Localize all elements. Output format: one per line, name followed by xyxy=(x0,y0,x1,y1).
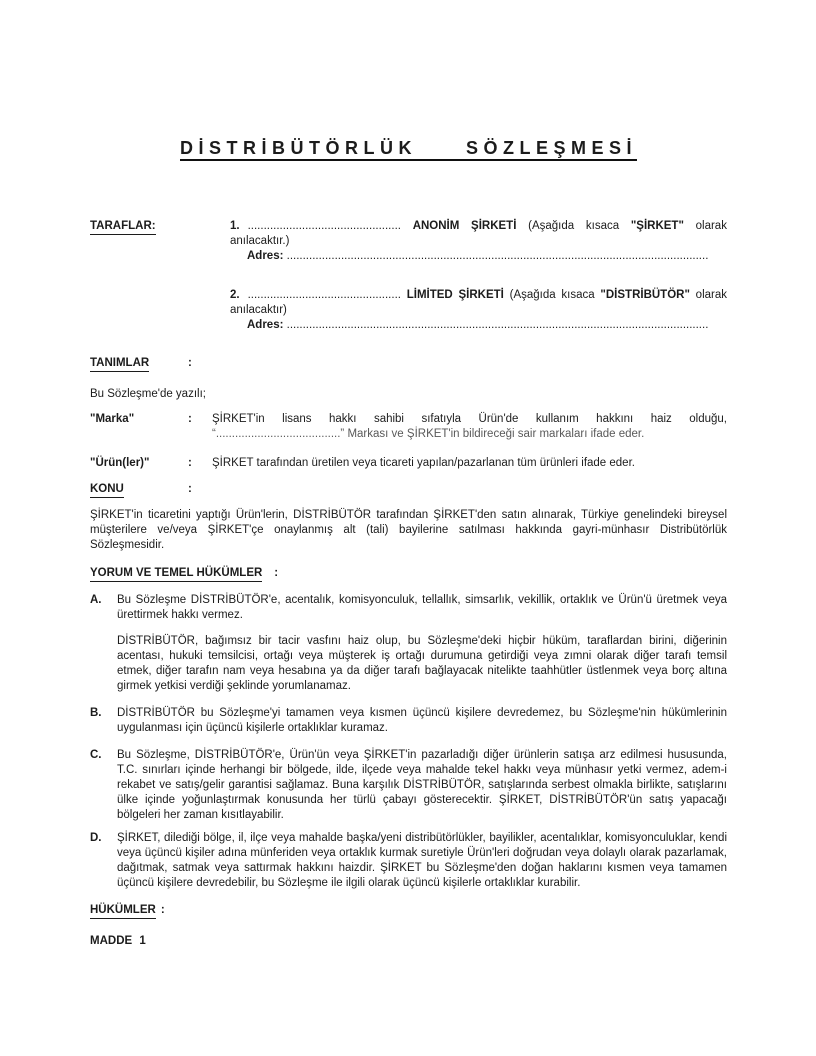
party-2 xyxy=(230,288,727,333)
clause-c-letter: C. xyxy=(90,749,102,761)
party-2-line: 2. ................................................ LİMİTED ŞİRKETİ (Aşağıda kısaca "DİSTRİBÜTÖR" olarak anılacaktır) xyxy=(230,289,727,316)
definition-marka-blank: “.......................................” Markası ve ŞİRKET'in bildireceği sair markaları ifade eder. xyxy=(212,428,645,440)
party-2-number: 2. xyxy=(230,289,240,301)
party-2-shortname: "DİSTRİBÜTÖR" xyxy=(600,289,690,301)
party-2-address-label: Adres: xyxy=(247,319,284,331)
party-1-address-blank: .................................................................................................................................... xyxy=(286,250,709,262)
party-2-address xyxy=(230,318,727,333)
party-2-address-blank: .................................................................................................................................... xyxy=(286,319,709,331)
definition-urun-text: ŞİRKET tarafından üretilen veya ticareti yapılan/pazarlanan tüm ürünleri ifade eder. xyxy=(212,457,635,469)
definition-urun: "Ürün(ler)" : ŞİRKET tarafından üretilen veya ticareti yapılan/pazarlanan tüm ürünleri ifade eder. xyxy=(90,456,727,471)
clause-c-body: Bu Sözleşme, DİSTRİBÜTÖR'e, Ürün'ün veya ŞİRKET'in pazarladığı diğer ürünlerin satışa arz edilmesi hususunda, T.C. sınırları içinde herhangi bir bölgede, ilde, ilçede veya mahalde tekel hakkı veya münhasır yetki vermez, adem-i rekabet ve satış/gelir garantisi sağlamaz. Buna karşılık DİSTRİBÜTÖR, satışlarında serbest olmakla birlikte, satışlarını ülke içinde yoğunlaştırmak konusunda her türlü çabayı gösterecektir. ŞİRKET, DİSTRİBÜTÖR'ün satış yapacağı bölgeleri her zaman kısıtlayabilir. xyxy=(117,749,727,821)
parties xyxy=(230,219,727,333)
definition-marka-term: "Marka" xyxy=(90,413,135,425)
party-1 xyxy=(230,219,727,264)
party-1-address-label: Adres: xyxy=(247,250,284,262)
definition-marka-text: ŞİRKET'in lisans hakkı sahibi sıfatıyla Ürün'de kullanım hakkını haiz olduğu, “.......................................” Markası ve ŞİRKET'in bildireceği sair markaları ifade eder. xyxy=(212,413,727,440)
clause-b xyxy=(90,706,727,736)
clause-a-body: Bu Sözleşme DİSTRİBÜTÖR'e, acentalık, komisyonculuk, tellallık, simsarlık, vekillik, ortaklık ve Ürün'ü üretmek veya ürettirmek hakkı vermez. DİSTRİBÜTÖR, bağımsız bir tacir vasfını haiz olup, bu Sözleşme'deki hiçbir hüküm, taraflardan birini, diğerinin acentası, hukuki temsilcisi, ortağı veya müşterek iş ortağı durumuna getirdiği veya zımni olarak diğer tarafı temsil etmek, diğer tarafın nam veya hesabına ya da diğer tarafı bağlayacak nitelikte taahhütler üstlenmek veya borç altına girmek yetkisi verdiği şeklinde yorumlanamaz. xyxy=(117,594,727,692)
clause-c xyxy=(90,748,727,823)
document-title: DİSTRİBÜTÖRLÜK SÖZLEŞMESİ xyxy=(180,138,637,161)
clause-b-letter: B. xyxy=(90,707,102,719)
konu-body: ŞİRKET'in ticaretini yaptığı Ürün'lerin, DİSTRİBÜTÖR tarafından ŞİRKET'den satın alınarak, Türkiye genelindeki bireysel müşterilere ve/veya ŞİRKET'çe onaylanmış alt (tali) bayilerine satılması hakkında gayri-münhasır Distribütörlük Sözleşmesidir. xyxy=(90,509,727,551)
party-1-blank: ................................................ xyxy=(247,220,401,232)
definition-urun-term: "Ürün(ler)" xyxy=(90,457,150,469)
heading-konu: KONU : xyxy=(90,482,727,498)
clause-a xyxy=(90,593,727,694)
heading-hukumler: HÜKÜMLER : xyxy=(90,903,727,919)
party-1-shortname: "ŞİRKET" xyxy=(630,220,684,232)
party-2-name: LİMİTED ŞİRKETİ xyxy=(406,289,504,301)
party-2-blank: ................................................ xyxy=(247,289,401,301)
clause-b-body: DİSTRİBÜTÖR bu Sözleşme'yi tamamen veya kısmen üçüncü kişilere devredemez, bu Sözleşme'nin hükümlerinin uygulanması için üçüncü kişilerle ortaklıklar kuramaz. xyxy=(117,707,727,734)
taraflar-label: TARAFLAR: xyxy=(90,219,230,333)
party-1-line: 1. ................................................ ANONİM ŞİRKETİ (Aşağıda kısaca "ŞİRKET" olarak anılacaktır.) xyxy=(230,220,727,247)
clause-d-body: ŞİRKET, dilediği bölge, il, ilçe veya mahalde başka/yeni distribütörlükler, bayilikler, acentalıklar, komisyonculuklar, kendi veya üçüncü kişiler adına münferiden veya ortaklık kurmak suretiyle Ürün'leri doğrudan veya dolaylı olarak pazarlamak, dağıtmak, satmak veya sattırmak hakkını haizdir. ŞİRKET bu Sözleşme'den doğan haklarını kısmen veya tamamen üçüncü kişilere devredebilir, bu Sözleşme ile ilgili olarak üçüncü kişilerle ortaklıklar kurabilir. xyxy=(117,832,727,889)
party-1-number: 1. xyxy=(230,220,240,232)
clause-d-letter: D. xyxy=(90,832,102,844)
title-wrap xyxy=(90,138,727,161)
party-1-name: ANONİM ŞİRKETİ xyxy=(412,220,517,232)
clause-a-letter: A. xyxy=(90,594,102,606)
section-taraflar xyxy=(90,219,727,333)
heading-tanimlar: TANIMLAR : xyxy=(90,356,727,372)
party-1-address xyxy=(230,249,727,264)
madde-1-heading: MADDE 1 xyxy=(90,935,146,947)
definition-marka: "Marka" : ŞİRKET'in lisans hakkı sahibi sıfatıyla Ürün'de kullanım hakkını haiz olduğu, “.......................................” Markası ve ŞİRKET'in bildireceği sair markaları ifade eder. xyxy=(90,413,727,440)
heading-yorum: YORUM VE TEMEL HÜKÜMLER : xyxy=(90,566,727,582)
clause-d xyxy=(90,831,727,891)
tanimlar-intro: Bu Sözleşme'de yazılı; xyxy=(90,388,206,400)
